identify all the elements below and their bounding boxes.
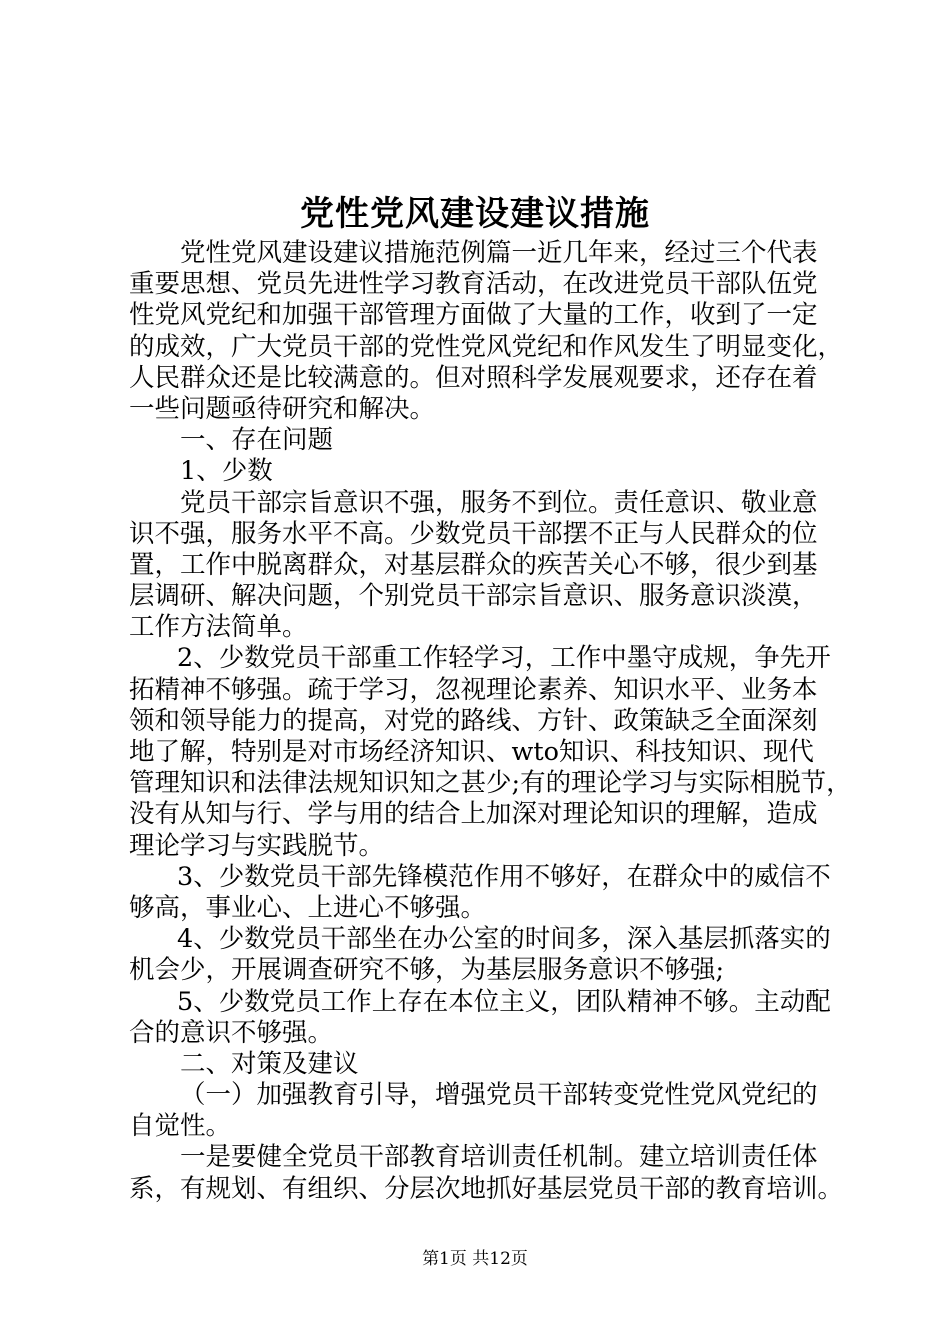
paragraph-line: 识不强，服务水平不高。少数党员干部摆不正与人民群众的位 [129, 518, 818, 549]
paragraph-line: 系，有规划、有组织、分层次地抓好基层党员干部的教育培训。 [129, 1173, 844, 1204]
paragraph-line: 重要思想、党员先进性学习教育活动，在改进党员干部队伍党 [129, 269, 818, 300]
paragraph-line: 层调研、解决问题，个别党员干部宗旨意识、服务意识淡漠， [129, 581, 818, 612]
paragraph-line: 党性党风建设建议措施范例篇一近几年来，经过三个代表 [180, 238, 818, 268]
paragraph-line: 管理知识和法律法规知识知之甚少;有的理论学习与实际相脱节， [129, 768, 852, 799]
paragraph-line: 置，工作中脱离群众，对基层群众的疾苦关心不够，很少到基 [129, 549, 818, 580]
paragraph-line: 没有从知与行、学与用的结合上加深对理论知识的理解，造成 [129, 799, 818, 830]
paragraph-line: 5、少数党员工作上存在本位主义，团队精神不够。主动配 [177, 986, 831, 1017]
paragraph-line: 领和领导能力的提高，对党的路线、方针、政策缺乏全面深刻 [129, 705, 818, 736]
subsection-heading: （一）加强教育引导，增强党员干部转变党性党风党纪的 [180, 1080, 818, 1111]
document-title: 党性党风建设建议措施 [300, 194, 650, 234]
paragraph-line: 人民群众还是比较满意的。但对照科学发展观要求，还存在着 [129, 362, 818, 393]
paragraph-line: 党员干部宗旨意识不强，服务不到位。责任意识、敬业意 [180, 487, 818, 518]
paragraph-line: 4、少数党员干部坐在办公室的时间多，深入基层抓落实的 [177, 924, 831, 955]
paragraph-line: 性党风党纪和加强干部管理方面做了大量的工作，收到了一定 [129, 300, 818, 331]
paragraph-line: 够高，事业心、上进心不够强。 [129, 892, 487, 923]
section-heading: 二、对策及建议 [180, 1048, 359, 1079]
paragraph-line: 机会少，开展调查研究不够，为基层服务意识不够强; [129, 955, 725, 986]
paragraph-line: 工作方法简单。 [129, 612, 308, 643]
paragraph-line: 一些问题亟待研究和解决。 [129, 393, 436, 424]
paragraph-line: 拓精神不够强。疏于学习，忽视理论素养、知识水平、业务本 [129, 674, 818, 705]
section-heading: 一、存在问题 [180, 425, 334, 456]
paragraph-line: 自觉性。 [129, 1111, 232, 1142]
paragraph-line: 合的意识不够强。 [129, 1017, 334, 1048]
paragraph-line: 一是要健全党员干部教育培训责任机制。建立培训责任体 [180, 1142, 818, 1173]
paragraph-line: 地了解，特别是对市场经济知识、wto知识、科技知识、现代 [129, 737, 814, 767]
page-footer: 第1页 共12页 [422, 1249, 528, 1269]
document-body [129, 238, 852, 1205]
paragraph-line: 理论学习与实践脱节。 [129, 830, 385, 861]
paragraph-line: 3、少数党员干部先锋模范作用不够好，在群众中的威信不 [177, 861, 831, 892]
subsection-heading: 1、少数 [180, 456, 273, 487]
paragraph-line: 2、少数党员干部重工作轻学习，工作中墨守成规，争先开 [177, 643, 831, 674]
paragraph-line: 的成效，广大党员干部的党性党风党纪和作风发生了明显变化， [129, 331, 844, 362]
